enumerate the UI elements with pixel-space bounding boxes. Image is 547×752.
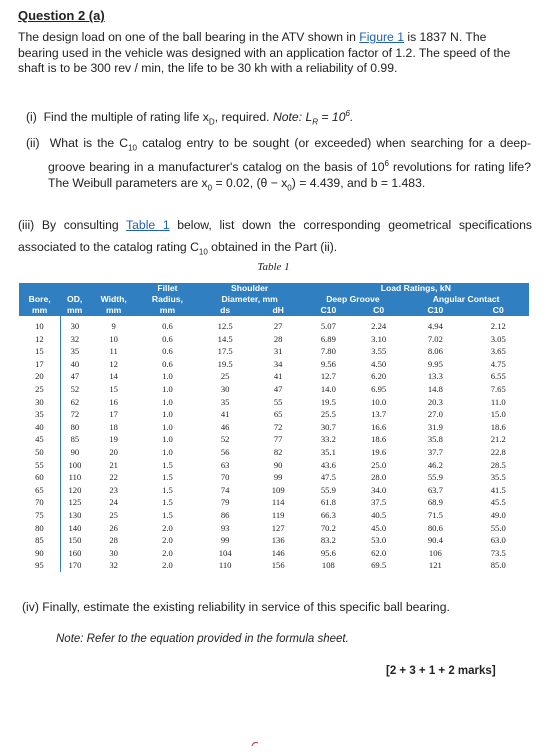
table-cell: 1.0: [162, 409, 173, 420]
table-cell: 90.4: [427, 535, 443, 546]
table-cell: 12.5: [217, 321, 233, 331]
table-cell: 10: [109, 333, 118, 344]
table-cell: 6.89: [320, 333, 336, 344]
table-cell: 55: [273, 396, 283, 407]
table-cell: 25.0: [371, 459, 387, 470]
part-iv-note: Note: Refer to the equation provided in the formula sheet.: [56, 633, 349, 645]
table-cell: 17: [109, 409, 118, 420]
header-load-ratings: Load Ratings, kN: [303, 283, 529, 294]
table-cell: 60: [19, 471, 60, 484]
header-fillet: Fillet: [138, 283, 196, 294]
table-cell: 55: [19, 459, 60, 472]
part-ii-text-5: ) = 4.439, and b = 1.483.: [291, 175, 426, 190]
part-ii-sub-3: 0: [287, 182, 292, 192]
table-cell: 72: [70, 409, 80, 420]
table-cell: 22: [109, 472, 118, 483]
table-cell: 146: [271, 547, 285, 558]
table-cell: 56: [220, 446, 230, 457]
table-row: [19, 522, 529, 535]
part-ii-text-1: What is the C: [49, 136, 129, 150]
table-row: [19, 496, 529, 509]
table-cell: 6.55: [490, 371, 506, 382]
table-cell: 41: [220, 409, 230, 420]
figure-1-link[interactable]: Figure 1: [359, 30, 404, 44]
table-cell: 79: [220, 497, 230, 508]
table-cell: 136: [271, 535, 285, 546]
table-cell: 82: [273, 446, 283, 457]
table-cell: 109: [271, 484, 285, 495]
header-bore: Bore,: [19, 294, 60, 305]
table-cell: 52: [70, 383, 80, 394]
part-iii: [18, 214, 532, 263]
table-row: [19, 396, 529, 409]
table-cell: 34.0: [371, 484, 387, 495]
table-cell: 26: [109, 522, 118, 533]
table-cell: 150: [68, 535, 82, 546]
table-cell: 20.3: [427, 396, 443, 407]
header-radius: Radius,: [138, 294, 196, 305]
table-cell: 74: [220, 484, 230, 495]
table-cell: 4.94: [427, 321, 443, 331]
table-cell: 75: [19, 509, 60, 522]
part-i-text-2: , required.: [214, 110, 273, 125]
table-cell: 62: [70, 396, 80, 407]
question-heading: Question 2 (a): [18, 8, 105, 23]
part-iii-subscript: 10: [198, 247, 208, 257]
marks-allocation: [2 + 3 + 1 + 2 marks]: [386, 665, 496, 677]
table-cell: 1.0: [162, 371, 173, 382]
table-cell: 14.0: [320, 383, 336, 394]
table-cell: 50: [19, 446, 60, 459]
table-cell: 46.2: [427, 459, 443, 470]
header-shoulder: Shoulder: [197, 283, 303, 294]
table-cell: 16: [109, 396, 118, 407]
table-cell: 1.0: [162, 421, 173, 432]
table-row: [19, 484, 529, 497]
table-row: [19, 559, 529, 572]
header-unit: mm: [138, 305, 196, 316]
table-row: [19, 433, 529, 446]
table-cell: 1.5: [162, 472, 173, 483]
table-row: [19, 333, 529, 346]
table-cell: 1.5: [162, 509, 173, 520]
table-cell: 9.95: [427, 358, 443, 369]
table-cell: 40: [19, 421, 60, 434]
table-cell: 99: [220, 535, 230, 546]
header-width: Width,: [89, 294, 138, 305]
table-row: [19, 547, 529, 560]
table-cell: 8.06: [427, 346, 443, 357]
table-cell: 63.0: [490, 535, 506, 546]
table-cell: 86: [220, 509, 230, 520]
header-c10: C10: [303, 305, 354, 316]
table-cell: 41.5: [490, 484, 506, 495]
table-cell: 41: [273, 371, 283, 382]
table-cell: 1.0: [162, 383, 173, 394]
table-cell: 85.0: [490, 560, 506, 571]
table-cell: 110: [218, 560, 232, 571]
table-cell: 17.5: [217, 346, 233, 357]
part-i-note-eq: = 10: [318, 110, 346, 125]
table-cell: 83.2: [320, 535, 336, 546]
header-od: OD,: [60, 294, 89, 305]
table-row: [19, 370, 529, 383]
table-cell: 12: [19, 333, 60, 346]
table-cell: 80: [70, 421, 80, 432]
table-cell: 130: [68, 509, 82, 520]
table-cell: 69.5: [371, 560, 387, 571]
table-cell: 32: [109, 560, 118, 571]
header-c10: C10: [403, 305, 467, 316]
table-row: [19, 316, 529, 333]
part-ii-label: (ii): [26, 136, 40, 150]
table-cell: 22.8: [490, 446, 506, 457]
header-unit: mm: [19, 305, 60, 316]
table-cell: 47: [273, 383, 283, 394]
table-cell: 35: [70, 346, 80, 357]
table-cell: 30: [70, 321, 80, 331]
table-cell: 24: [109, 497, 118, 508]
table-cell: 30.7: [320, 421, 336, 432]
table-cell: 93: [220, 522, 230, 533]
table-cell: 25: [109, 509, 118, 520]
table-cell: 13.3: [427, 371, 443, 382]
table-cell: 28: [109, 535, 118, 546]
table-cell: 85: [19, 534, 60, 547]
table-cell: 160: [68, 547, 82, 558]
table-cell: 2.0: [162, 560, 173, 571]
table-cell: 11: [109, 346, 118, 357]
table-cell: 21.2: [490, 434, 506, 445]
table-cell: 20: [19, 370, 60, 383]
table-cell: 46: [220, 421, 230, 432]
table-cell: 31: [273, 346, 283, 357]
table-cell: 19.5: [320, 396, 336, 407]
header-c0: C0: [354, 305, 403, 316]
table-1-link[interactable]: Table 1: [126, 218, 170, 232]
table-cell: 35: [19, 408, 60, 421]
table-cell: 30: [109, 547, 118, 558]
table-cell: 108: [321, 560, 335, 571]
part-ii-text-2: catalog entry to be sought (or exceeded) when searching for a deep-groove bearing in a manufacturer's catalog on the basis of 10: [48, 136, 531, 174]
table-row: [19, 509, 529, 522]
table-cell: 65: [19, 484, 60, 497]
table-cell: 32: [70, 333, 80, 344]
table-cell: 30: [220, 383, 230, 394]
part-i-note: Note: L: [272, 110, 313, 125]
table-cell: 5.07: [320, 321, 336, 331]
table-cell: 62.0: [371, 547, 387, 558]
table-cell: 35.5: [490, 472, 506, 483]
table-cell: 7.02: [427, 333, 443, 344]
table-cell: 120: [68, 484, 82, 495]
table-cell: 18.6: [490, 421, 506, 432]
part-ii-sup-1: 6: [384, 158, 389, 168]
table-cell: 99: [273, 472, 283, 483]
part-i-note-end: .: [349, 110, 354, 125]
table-row: [19, 383, 529, 396]
table-cell: 37.7: [427, 446, 443, 457]
table-cell: 10.0: [371, 396, 387, 407]
table-cell: 25: [220, 371, 230, 382]
part-iv-text: Finally, estimate the existing reliability in service of this specific ball bearing.: [38, 600, 450, 614]
table-cell: 61.8: [320, 497, 336, 508]
intro-text-continued: is 1837 N. The bearing used in the vehicle was designed with an application factor of 1.2. The speed of the shaft is to be 300 rev / min, the life to be 30 kh with a reliability of 0.99.: [18, 30, 511, 75]
table-cell: 49.0: [490, 509, 506, 520]
table-cell: 55.0: [490, 522, 506, 533]
table-cell: 66.3: [320, 509, 336, 520]
table-cell: 47.5: [320, 472, 336, 483]
table-cell: 121: [428, 560, 442, 571]
table-cell: 70: [19, 496, 60, 509]
table-header: [19, 283, 529, 316]
intro-paragraph: [18, 30, 530, 77]
table-cell: 19.5: [217, 358, 233, 369]
table-cell: 3.10: [371, 333, 387, 344]
table-cell: 80.6: [427, 522, 443, 533]
table-cell: 19: [109, 434, 118, 445]
table-cell: 45.0: [371, 522, 387, 533]
table-row: [19, 459, 529, 472]
part-iv-label: (iv): [22, 600, 39, 614]
table-cell: 15: [109, 383, 118, 394]
table-cell: 15: [19, 345, 60, 358]
table-cell: 35.1: [320, 446, 336, 457]
table-cell: 27.0: [427, 409, 443, 420]
table-row: [19, 446, 529, 459]
table-row: [19, 534, 529, 547]
table-cell: 3.55: [371, 346, 387, 357]
table-cell: 9: [111, 321, 116, 331]
table-cell: 23: [109, 484, 118, 495]
table-cell: 2.24: [371, 321, 387, 331]
table-cell: 0.6: [162, 321, 173, 331]
table-cell: 21: [109, 459, 118, 470]
part-i-note-superscript: 6: [345, 109, 350, 118]
table-cell: 7.80: [320, 346, 336, 357]
table-cell: 37.5: [371, 497, 387, 508]
header-diameter: Diameter, mm: [197, 294, 303, 305]
table-cell: 6.95: [371, 383, 387, 394]
table-cell: 10: [19, 316, 60, 333]
header-c0: C0: [468, 305, 529, 316]
table-cell: 90: [273, 459, 283, 470]
table-row: [19, 358, 529, 371]
table-cell: 25.5: [320, 409, 336, 420]
table-caption: Table 1: [257, 261, 290, 273]
part-i-text: Find the multiple of rating life x: [43, 110, 209, 125]
table-cell: 4.50: [371, 358, 387, 369]
part-i-note-subscript: R: [312, 117, 319, 127]
part-ii-sub-2: 0: [207, 182, 213, 192]
part-ii: [26, 136, 531, 195]
table-cell: 68.9: [427, 497, 443, 508]
table-cell: 1.0: [162, 396, 173, 407]
table-cell: 14.5: [217, 333, 233, 344]
table-cell: 127: [271, 522, 285, 533]
table-row: [19, 345, 529, 358]
table-cell: 14: [109, 371, 118, 382]
table-cell: 25: [19, 383, 60, 396]
table-cell: 140: [68, 522, 82, 533]
table-cell: 47: [70, 371, 80, 382]
part-i-subscript: D: [208, 117, 215, 127]
table-cell: 90: [70, 446, 80, 457]
table-cell: 106: [428, 547, 442, 558]
table-cell: 100: [68, 459, 82, 470]
part-i: [26, 106, 531, 130]
table-cell: 1.5: [162, 497, 173, 508]
table-cell: 20: [109, 446, 118, 457]
table-cell: 65: [273, 409, 283, 420]
table-cell: 3.65: [490, 346, 506, 357]
table-cell: 16.6: [371, 421, 387, 432]
table-cell: 95.6: [320, 547, 336, 558]
header-cell: [19, 283, 60, 294]
table-cell: 15.0: [490, 409, 506, 420]
table-cell: 2.0: [162, 522, 173, 533]
table-cell: 53.0: [371, 535, 387, 546]
table-cell: 110: [68, 472, 82, 483]
table-cell: 40.5: [371, 509, 387, 520]
table-cell: 19.6: [371, 446, 387, 457]
table-cell: 90: [19, 547, 60, 560]
intro-text: The design load on one of the ball bearing in the ATV shown in: [18, 30, 360, 44]
table-cell: 125: [68, 497, 82, 508]
table-cell: 17: [19, 358, 60, 371]
table-cell: 55.9: [320, 484, 336, 495]
table-cell: 0.6: [162, 346, 173, 357]
table-row: [19, 408, 529, 421]
header-unit: mm: [89, 305, 138, 316]
header-dh: dH: [254, 305, 303, 316]
part-ii-text-4: = 0.02, (θ − x: [212, 175, 288, 190]
part-iii-label: (iii): [18, 218, 35, 232]
table-cell: 33.2: [320, 434, 336, 445]
table-cell: 2.12: [490, 321, 506, 331]
table-body: [19, 316, 529, 572]
table-cell: 35: [220, 396, 230, 407]
table-cell: 9.56: [320, 358, 336, 369]
table-cell: 104: [218, 547, 232, 558]
part-ii-sub-1: 10: [128, 143, 138, 153]
table-cell: 63.7: [427, 484, 443, 495]
table-cell: 45.5: [490, 497, 506, 508]
table-cell: 2.0: [162, 547, 173, 558]
header-angular-contact: Angular Contact: [403, 294, 529, 305]
table-cell: 6.20: [371, 371, 387, 382]
table-cell: 4.75: [490, 358, 506, 369]
table-cell: 45: [19, 433, 60, 446]
header-cell: [60, 283, 89, 294]
table-cell: 1.0: [162, 434, 173, 445]
table-cell: 30: [19, 396, 60, 409]
table-cell: 34: [273, 358, 283, 369]
table-cell: 7.65: [490, 383, 506, 394]
table-cell: 71.5: [427, 509, 443, 520]
page-mark-icon: [250, 741, 260, 747]
table-cell: 0.6: [162, 358, 173, 369]
table-cell: 43.6: [320, 459, 336, 470]
table-cell: 14.8: [427, 383, 443, 394]
header-deep-groove: Deep Groove: [303, 294, 404, 305]
table-cell: 28.0: [371, 472, 387, 483]
table-cell: 85: [70, 434, 80, 445]
table-cell: 31.9: [427, 421, 443, 432]
table-cell: 156: [271, 560, 285, 571]
table-cell: 12.7: [320, 371, 336, 382]
table-cell: 2.0: [162, 535, 173, 546]
table-cell: 18.6: [371, 434, 387, 445]
table-cell: 73.5: [490, 547, 506, 558]
header-unit: mm: [60, 305, 89, 316]
bearing-table: [19, 283, 529, 572]
table-cell: 35.8: [427, 434, 443, 445]
part-iii-text-1: By consulting: [34, 218, 127, 232]
table-cell: 40: [70, 358, 80, 369]
table-cell: 12: [109, 358, 118, 369]
table-cell: 114: [271, 497, 285, 508]
table-cell: 70: [220, 472, 230, 483]
table-cell: 77: [273, 434, 283, 445]
table-cell: 95: [19, 559, 60, 572]
table-cell: 170: [68, 560, 82, 571]
table-cell: 27: [273, 321, 283, 331]
table-cell: 1.0: [162, 446, 173, 457]
table-cell: 28.5: [490, 459, 506, 470]
table-cell: 119: [271, 509, 285, 520]
part-i-label: (i): [26, 110, 37, 125]
table-cell: 70.2: [320, 522, 336, 533]
table-cell: 13.7: [371, 409, 387, 420]
table-cell: 63: [220, 459, 230, 470]
table-cell: 55.9: [427, 472, 443, 483]
table-row: [19, 421, 529, 434]
table-cell: 3.05: [490, 333, 506, 344]
table-row: [19, 471, 529, 484]
table-cell: 72: [273, 421, 283, 432]
table-cell: 28: [273, 333, 283, 344]
table-cell: 80: [19, 522, 60, 535]
table-cell: 11.0: [490, 396, 506, 407]
part-iii-text-2: below, list down the corresponding geometrical specifications associated to the catalog rating C: [18, 218, 532, 254]
header-ds: ds: [197, 305, 254, 316]
table-cell: 18: [109, 421, 118, 432]
table-cell: 1.5: [162, 484, 173, 495]
table-cell: 52: [220, 434, 230, 445]
part-ii-text-3: revolutions for rating life? The Weibull parameters are x: [48, 160, 531, 190]
header-cell: [89, 283, 138, 294]
table-cell: 1.5: [162, 459, 173, 470]
table-cell: 0.6: [162, 333, 173, 344]
part-iii-text-3: obtained in the Part (ii).: [207, 240, 338, 254]
part-iv: [22, 599, 527, 615]
